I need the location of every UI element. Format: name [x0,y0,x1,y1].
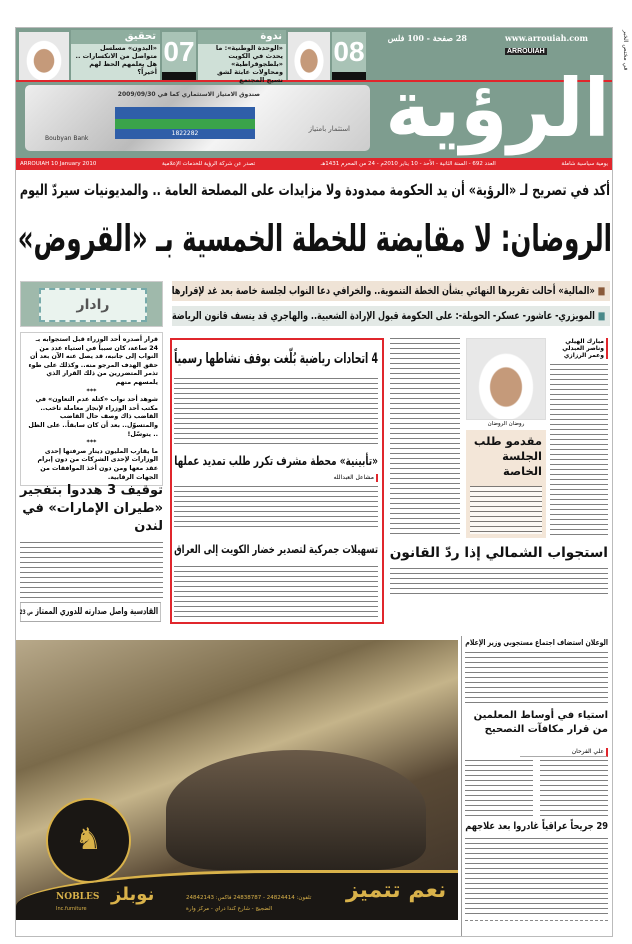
lead-headline[interactable]: الروضان: لا مقايضة للخطة الخمسية بـ «القروض» [17,217,613,260]
ad-banner[interactable] [25,85,370,151]
masthead-logo: الرؤية [385,62,610,155]
sports-banner-page: ص 23 [19,609,33,616]
brief-divider: *** [86,387,97,395]
customs-body [174,566,378,620]
byline: مشاعل العبدالله [334,474,378,482]
briefs-box [20,332,163,486]
bullet-text: «المالية» أحالت تقريرها النهائي بشأن الخطة التنموية.. والخرافي دعا النواب لجلسة خاصة بعد غد لإقرارها [171,285,595,297]
center-box [170,338,384,624]
photo-caption: روضان الروضان [487,421,525,427]
ad-slogan: نعم تتميز [346,878,447,903]
bullet-2[interactable]: ■ المويزري- عاشور- عسكر- الحويلة-: على الحكومة قبول الإرادة الشعبية.. والهاجري قد ينسف قانون الرياضة [172,306,610,326]
brand-tag: Inc.furniture [56,906,87,912]
brief: شوهد أحد نواب «كتلة عدم التعاون» في مكتب أحد الوزراء لإنجاز معاملة تاخب.. القاضب ذاك وصف حال القاضب والمتسوّل.. بعد أن كان سابقاً.. على الظل .. يتوسّل! [28,396,158,438]
ad-banner-title: صندوق الامتياز الاستثماري كما في 2009/09/30 [117,91,260,98]
sports-body [174,378,378,446]
teaser-section: ندوة [260,31,282,42]
brand-en: NOBLES [56,892,100,902]
lead-photo [466,338,546,420]
sidebar-byline: علي الفرحان [520,748,608,757]
teaser-investigation[interactable] [71,30,160,80]
ad-banner-slogan: استثمار بامتياز [308,125,350,133]
left-story-headline[interactable]: توقيف 3 هددوا بتفجير «طيران الإمارات» في لندن [20,483,163,534]
lead-body-col1 [550,364,608,538]
customs-headline[interactable]: تسهيلات جمركية لتصدير خضار الكويت إلى العراق [174,542,378,556]
teaser-page-number: 07 [162,32,196,80]
ad-address: الضجيج - شارع كندا دراي - مركز وارة [186,906,273,912]
sidebar-end-rule [465,920,608,921]
session-headline[interactable]: مقدمو طلب الجلسة الخاصة [473,434,542,478]
side-note: في مختص الخبر [622,30,629,71]
furniture-ad[interactable] [16,640,458,920]
interpellation-headline[interactable]: استجواب الشمالي إذا ردّ القانون [389,545,608,561]
ad-banner-phone: 1822282 [115,129,255,139]
price-pages: 28 صفحة - 100 فلس [387,33,467,43]
lead-kicker[interactable]: أكد في تصريح لـ «الرؤية» أن يد الحكومة ممدودة ولا مزايدات على المصلحة العامة .. والمديونيات سيردّ اليوم [19,181,611,199]
sidebar-headline-3[interactable]: 29 جريحاً عراقياً غادروا بعد علاجهم [465,821,608,832]
sports-headline[interactable]: 4 اتحادات رياضية بُلّغت بوقف نشاطها رسمياً [174,351,378,367]
left-story-body [20,542,163,598]
ad-banner-bar-green [115,119,255,129]
lead-body-col2 [390,338,460,538]
teaser-photo-1 [288,32,330,80]
sports-banner[interactable] [20,602,161,622]
sidebar-body-2a [540,760,608,816]
teaser-section: تحقيق [124,31,156,42]
session-body [470,486,542,534]
lead-byline: مبارك الهيلي وناصر العبدلي وعمر الرزازي [550,338,608,359]
sports-banner-text: القادسية واصل صدارته للدوري الممتاز [35,607,159,617]
website-url[interactable]: www.arrouiah.com [505,33,588,43]
ad-contact: تلفون: 24824414 - 24838787 فاكس: 24842143 [186,895,312,901]
issue-info: العدد 692 - السنة الثانية - الأحد - 10 يناير 2010م - 24 من المحرم 1431هـ [320,161,496,167]
radar-box[interactable] [20,281,163,327]
latin-date: ARROUIAH 10 January 2010 [20,161,97,167]
knight-logo-icon: ♞ [46,798,131,883]
interpellation-body [390,568,608,598]
sidebar-body-2b [465,760,533,816]
memorial-headline[interactable]: «تأبينية» محطة مشرف تكرر طلب تمديد عملها [174,453,378,468]
ad-banner-bank: Boubyan Bank [45,135,89,142]
teaser-photo-2 [19,32,69,80]
bullet-text: المويزري- عاشور- عسكر- الحويلة-: على الحكومة قبول الإرادة الشعبية.. والهاجري قد ينسف قانون الرياضة [172,310,595,322]
date-strip [16,158,612,170]
tagline: يومية سياسية شاملة [561,161,608,167]
brand-ar: نوبلز [111,884,155,905]
brief: ما يقارب المليون دينار صرفتها إحدى الوزارات لإحدى الشركات من دون إبرام عقد معها ومن دون أخذ الموافقات من الجهات الرقابية. [37,447,158,481]
sofa-image [166,750,426,870]
radar-label: رادار [39,288,147,322]
masthead-latin: ARROUIAH [507,48,545,55]
memorial-body [174,486,378,530]
bullet-1[interactable]: ■ «المالية» أحالت تقريرها النهائي بشأن الخطة التنموية.. والخرافي دعا النواب لجلسة خاصة بعد غد لإقرارها [172,281,610,301]
teaser-text: «البدون» مسلسل متواصل من الانكسارات .. هل يعلمهم الحظ لهم أخيراً؟ [71,44,160,80]
brief: قرار أصدره أحد الوزراء قبل استجوابه بـ 24 ساعة، كان سبباً في استياء عدد من النواب إلى جانبه، قد يصل عنه الآن بعد أن حقق الهدف المرجو منه.. وكذلك على طوء تذمر المتضررين من ذلك القرار الذي يلمسهم منهم [28,336,158,386]
teaser-page-number: 08 [332,32,366,80]
sidebar-body-3 [465,838,608,916]
brief-divider: *** [86,439,97,447]
column-rule [461,636,462,936]
session-box [466,430,546,538]
publisher: تصدر عن شركة الرؤية للخدمات الإعلامية [161,161,256,167]
teaser-seminar[interactable] [198,30,286,84]
teaser-text: «الوحدة الوطنية»: ما يحدث في الكويت «بلطجوقراطية» ومحاولات عابثة لشق نسيج المجتمع [198,44,286,80]
sidebar-headline-1[interactable]: الوعلان استضاف اجتماع مستجوبي وزير الإعلام [465,638,608,647]
sidebar-body-1 [465,652,608,706]
ad-banner-bar-blue [115,107,255,119]
sidebar-headline-2[interactable]: استياء في أوساط المعلمين من قرار مكافآت التصحيح [473,710,608,735]
